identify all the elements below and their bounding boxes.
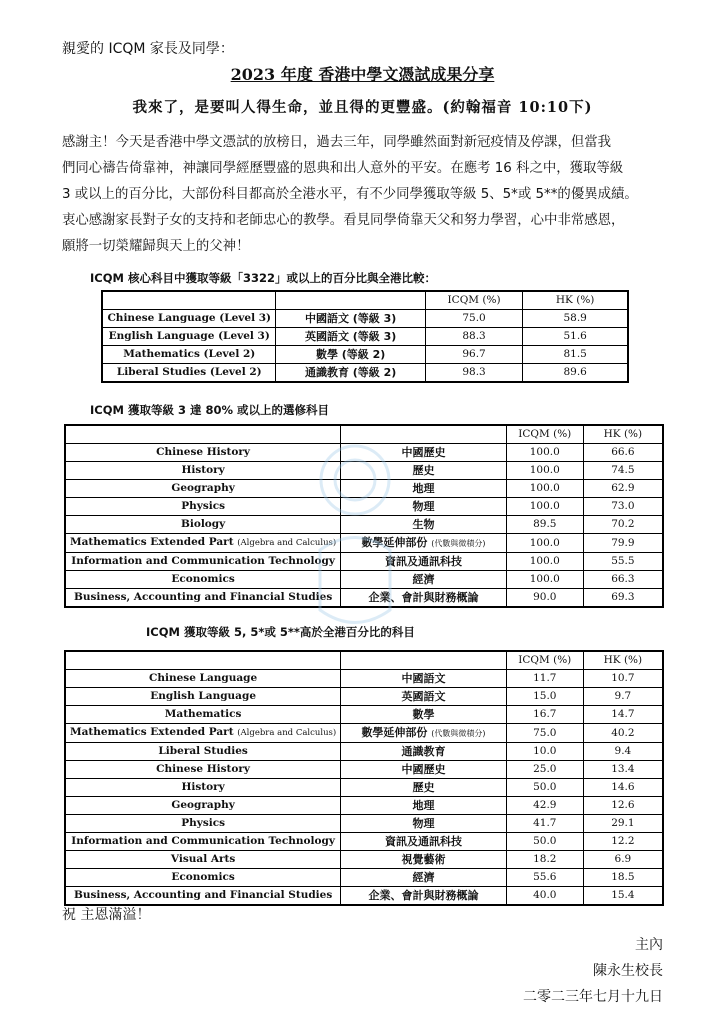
table-header-row (65, 651, 663, 670)
subject-english (65, 743, 341, 761)
icqm-percentage: 98.3 (425, 364, 523, 383)
subject-english-name: History (181, 464, 225, 476)
subject-chinese (341, 797, 507, 815)
subject-english (65, 688, 341, 706)
table2-caption: ICQM 獲取等級 3 達 80% 或以上的選修科目 (90, 403, 329, 417)
icqm-percentage: 88.3 (425, 328, 523, 346)
subject-chinese (341, 670, 507, 688)
table1-caption: ICQM 核心科目中獲取等級「3322」或以上的百分比與全港比較： (90, 271, 436, 285)
subject-english (65, 815, 341, 833)
hk-percentage: 40.2 (583, 724, 663, 743)
subject-chinese-name: 中國歷史 (401, 763, 446, 776)
subject-english-name: Chinese Language (149, 672, 258, 684)
subject-english (65, 851, 341, 869)
subject-english-name: Geography (171, 482, 235, 494)
subject-english-name: Economics (171, 573, 235, 585)
subject-chinese (276, 346, 425, 364)
subject-chinese-name: 中國歷史 (401, 446, 446, 459)
hk-percentage: 55.5 (583, 553, 663, 571)
hk-percentage: 66.3 (583, 571, 663, 589)
paragraph-line: 感謝主！今天是香港中學文憑試的放榜日，過去三年，同學雖然面對新冠疫情及停課，但當我 (62, 135, 612, 150)
subject-english-name: Liberal Studies (Level 2) (116, 366, 262, 378)
subject-chinese-name: 中國語文 (401, 672, 446, 685)
hk-percentage: 18.5 (583, 869, 663, 887)
blessing: 祝 主恩滿溢！ (62, 907, 151, 923)
table-row (65, 761, 663, 779)
level5-subjects-table (64, 650, 664, 906)
subject-chinese-name: 數學 (等級 2) (315, 348, 386, 361)
subject-chinese-name: 地理 (412, 799, 435, 812)
subject-english-name: Business, Accounting and Financial Studies (73, 889, 333, 901)
subject-chinese-name: 英國語文 (等級 3) (304, 330, 397, 343)
subject-chinese (276, 310, 425, 328)
subject-chinese-name: 視覺藝術 (401, 853, 446, 866)
hk-percentage: 58.9 (523, 310, 628, 328)
column-header: ICQM (%) (425, 291, 523, 310)
icqm-percentage: 41.7 (506, 815, 583, 833)
subject-chinese-name: 數學延伸部份 (361, 726, 428, 739)
subject-english (65, 706, 341, 724)
hk-percentage: 89.6 (523, 364, 628, 383)
table-row (65, 815, 663, 833)
paragraph-line: 願將一切榮耀歸與天上的父神！ (62, 239, 250, 254)
subject-english-name: Chinese History (156, 763, 251, 775)
column-header (102, 291, 276, 310)
subject-chinese-name: 生物 (412, 518, 435, 531)
icqm-percentage: 55.6 (506, 869, 583, 887)
subject-english-name: Information and Communication Technology (71, 835, 335, 847)
subject-english-note: (Algebra and Calculus) (237, 538, 337, 548)
hk-percentage: 6.9 (583, 851, 663, 869)
table-row (102, 346, 628, 364)
subject-english (102, 310, 276, 328)
icqm-percentage: 11.7 (506, 670, 583, 688)
table-row (65, 670, 663, 688)
icqm-percentage: 100.0 (506, 480, 583, 498)
icqm-percentage: 25.0 (506, 761, 583, 779)
icqm-percentage: 100.0 (506, 534, 583, 553)
hk-percentage: 73.0 (583, 498, 663, 516)
subject-english (102, 364, 276, 383)
table-header-row (102, 291, 628, 310)
table-row (102, 364, 628, 383)
subject-chinese-name: 物理 (412, 500, 435, 513)
subject-english (65, 779, 341, 797)
subject-chinese-name: 企業、會計與財務概論 (368, 889, 479, 902)
icqm-percentage: 100.0 (506, 571, 583, 589)
subject-chinese (341, 815, 507, 833)
subject-chinese-name: 英國語文 (401, 690, 446, 703)
subject-chinese-name: 物理 (412, 817, 435, 830)
table-row (102, 310, 628, 328)
column-header: ICQM (%) (506, 651, 583, 670)
subject-english-name: English Language (150, 690, 256, 702)
subject-chinese-name: 歷史 (412, 781, 435, 794)
hk-percentage: 66.6 (583, 444, 663, 462)
icqm-percentage: 50.0 (506, 833, 583, 851)
subject-english-name: Liberal Studies (158, 745, 248, 757)
subject-chinese-note: (代數與微積分) (431, 729, 486, 738)
icqm-percentage: 10.0 (506, 743, 583, 761)
hk-percentage: 15.4 (583, 887, 663, 906)
subject-chinese-name: 數學延伸部份 (361, 536, 428, 549)
subject-english (102, 328, 276, 346)
subject-english-name: Information and Communication Technology (71, 555, 335, 567)
table-row (65, 833, 663, 851)
hk-percentage: 12.6 (583, 797, 663, 815)
hk-percentage: 81.5 (523, 346, 628, 364)
signature-name: 陳永生校長 (593, 963, 663, 979)
intro-paragraph (62, 130, 674, 260)
subject-chinese-note: (代數與微積分) (431, 539, 486, 548)
subject-chinese (341, 869, 507, 887)
icqm-percentage: 89.5 (506, 516, 583, 534)
subject-english (65, 761, 341, 779)
subject-english-name: History (181, 781, 225, 793)
icqm-percentage: 50.0 (506, 779, 583, 797)
subject-english-name: Physics (181, 500, 226, 512)
subject-english-name: Physics (181, 817, 226, 829)
hk-percentage: 29.1 (583, 815, 663, 833)
subject-english (65, 869, 341, 887)
subject-chinese-name: 資訊及通訊科技 (384, 555, 462, 568)
icqm-percentage: 16.7 (506, 706, 583, 724)
icqm-percentage: 42.9 (506, 797, 583, 815)
column-header (276, 291, 425, 310)
subject-chinese-name: 歷史 (412, 464, 435, 477)
column-header (341, 651, 507, 670)
subject-chinese-name: 經濟 (412, 573, 435, 586)
hk-percentage: 10.7 (583, 670, 663, 688)
table-row (65, 797, 663, 815)
core-subjects-table (101, 290, 629, 383)
icqm-percentage: 100.0 (506, 498, 583, 516)
icqm-percentage: 90.0 (506, 589, 583, 608)
subject-english-note: (Algebra and Calculus) (237, 728, 337, 738)
icqm-percentage: 100.0 (506, 553, 583, 571)
subject-english-name: Economics (171, 871, 235, 883)
subject-english (102, 346, 276, 364)
subject-chinese-name: 通識教育 (等級 2) (304, 366, 397, 379)
subject-english (65, 797, 341, 815)
paragraph-line: 3 或以上的百分比，大部份科目都高於全港水平，有不少同學獲取等級 5、5*或 5**的優異成績。 (62, 187, 638, 202)
icqm-percentage: 40.0 (506, 887, 583, 906)
table-row (65, 743, 663, 761)
table-row (65, 688, 663, 706)
subject-chinese (341, 743, 507, 761)
hk-percentage: 14.6 (583, 779, 663, 797)
greeting: 親愛的 ICQM 家長及同學： (62, 41, 234, 57)
hk-percentage: 9.7 (583, 688, 663, 706)
subject-english-name: Mathematics Extended Part (70, 726, 234, 738)
column-header: HK (%) (583, 651, 663, 670)
subject-english (65, 670, 341, 688)
subject-chinese (341, 706, 507, 724)
hk-percentage: 51.6 (523, 328, 628, 346)
subject-english-name: Visual Arts (170, 853, 236, 865)
subject-chinese (341, 851, 507, 869)
page-title: 2023 年度 香港中學文憑試成果分享 (230, 65, 495, 84)
subject-english (65, 724, 341, 743)
column-header: HK (%) (583, 425, 663, 444)
hk-percentage: 9.4 (583, 743, 663, 761)
subject-chinese-name: 企業、會計與財務概論 (368, 591, 479, 604)
bible-verse: 我來了，是要叫人得生命，並且得的更豐盛。(約翰福音 10:10下) (132, 99, 593, 116)
table-row (65, 851, 663, 869)
subject-english-name: Mathematics Extended Part (70, 536, 234, 548)
subject-english-name: Business, Accounting and Financial Studies (73, 591, 333, 603)
icqm-percentage: 75.0 (425, 310, 523, 328)
icqm-percentage: 96.7 (425, 346, 523, 364)
hk-percentage: 14.7 (583, 706, 663, 724)
subject-chinese (341, 887, 507, 906)
subject-english-name: Biology (180, 518, 226, 530)
subject-chinese-name: 地理 (412, 482, 435, 495)
icqm-percentage: 100.0 (506, 462, 583, 480)
subject-chinese-name: 經濟 (412, 871, 435, 884)
subject-chinese (341, 688, 507, 706)
hk-percentage: 12.2 (583, 833, 663, 851)
table-row (65, 724, 663, 743)
hk-percentage: 62.9 (583, 480, 663, 498)
subject-chinese (341, 779, 507, 797)
subject-english-name: Chinese History (156, 446, 251, 458)
table-row (102, 328, 628, 346)
column-header (65, 651, 341, 670)
icqm-percentage: 15.0 (506, 688, 583, 706)
icqm-percentage: 18.2 (506, 851, 583, 869)
hk-percentage: 13.4 (583, 761, 663, 779)
subject-chinese-name: 資訊及通訊科技 (384, 835, 462, 848)
subject-english-name: Mathematics (164, 708, 242, 720)
subject-chinese-name: 中國語文 (等級 3) (304, 312, 397, 325)
signature-salutation: 主內 (635, 937, 663, 953)
paragraph-line: 衷心感謝家長對子女的支持和老師忠心的教學。看見同學倚靠天父和努力學習，心中非常感恩， (62, 213, 625, 228)
subject-english-name: Geography (171, 799, 235, 811)
hk-percentage: 79.9 (583, 534, 663, 553)
table-row (65, 887, 663, 906)
subject-english-name: English Language (Level 3) (108, 330, 270, 342)
icqm-percentage: 75.0 (506, 724, 583, 743)
subject-english-name: Chinese Language (Level 3) (107, 312, 272, 324)
subject-chinese-name: 通識教育 (401, 745, 446, 758)
hk-percentage: 69.3 (583, 589, 663, 608)
subject-english-name: Mathematics (Level 2) (123, 348, 256, 360)
table-row (65, 869, 663, 887)
subject-chinese (276, 364, 425, 383)
icqm-percentage: 100.0 (506, 444, 583, 462)
table-row (65, 779, 663, 797)
signature-date: 二零二三年七月十九日 (523, 989, 663, 1005)
hk-percentage: 74.5 (583, 462, 663, 480)
paragraph-line: 們同心禱告倚靠神，神讓同學經歷豐盛的恩典和出人意外的平安。在應考 16 科之中，獲取等級 (62, 161, 624, 176)
hk-percentage: 70.2 (583, 516, 663, 534)
subject-chinese (341, 833, 507, 851)
column-header: ICQM (%) (506, 425, 583, 444)
subject-chinese (341, 761, 507, 779)
subject-chinese-name: 數學 (412, 708, 435, 721)
subject-chinese (341, 724, 507, 743)
column-header: HK (%) (523, 291, 628, 310)
subject-english (65, 833, 341, 851)
school-logo-watermark (300, 420, 410, 650)
subject-english (65, 887, 341, 906)
subject-chinese (276, 328, 425, 346)
table3-caption: ICQM 獲取等級 5, 5*或 5**高於全港百分比的科目 (146, 625, 415, 639)
table-row (65, 706, 663, 724)
